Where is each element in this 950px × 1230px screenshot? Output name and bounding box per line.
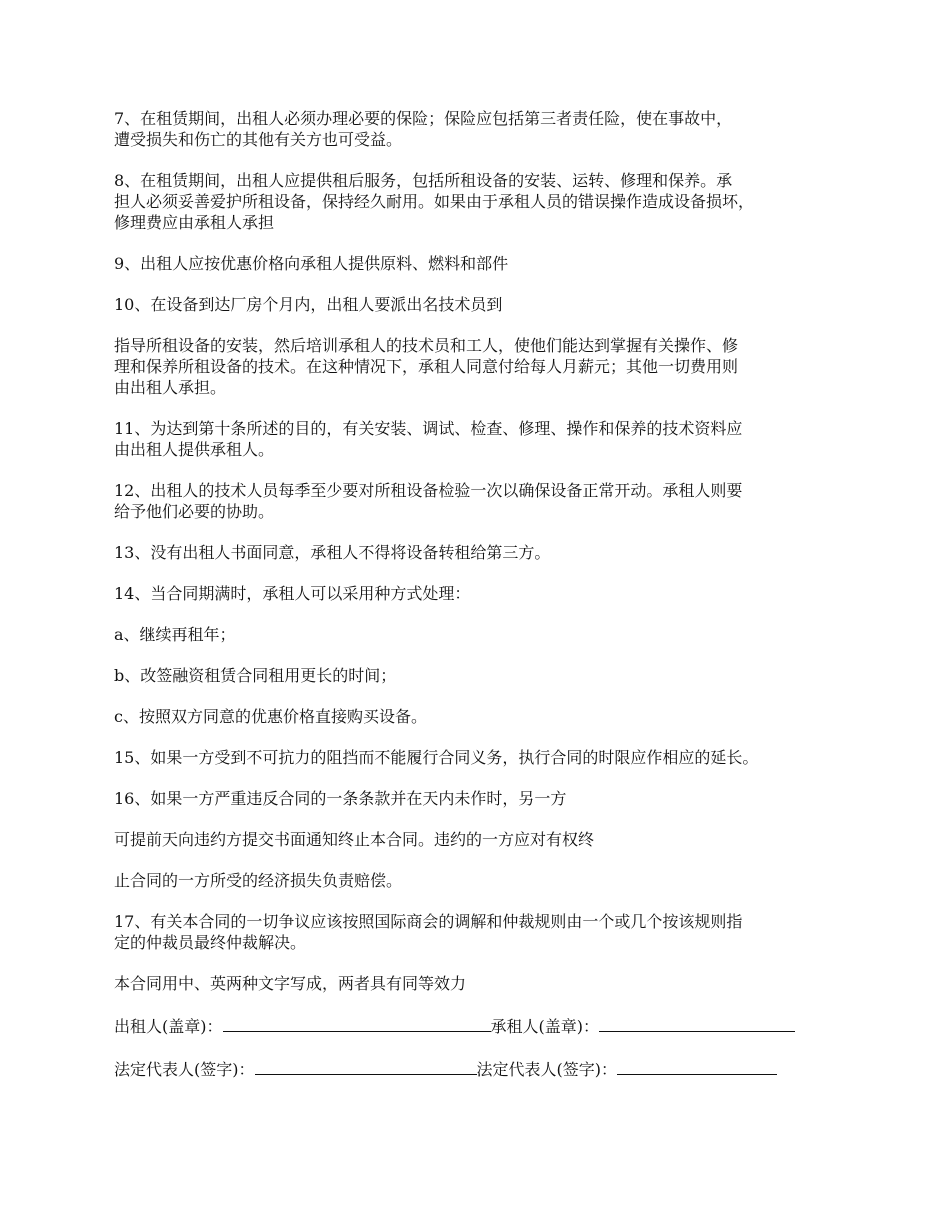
clause-13: 13、没有出租人书面同意，承租人不得将设备转租给第三方。 bbox=[114, 543, 551, 562]
clause-10-continued: 指导所租设备的安装，然后培训承租人的技术员和工人，使他们能达到掌握有关操作、修 理和保养所租设备的技术。在这种情况下，承租人同意付给每人月薪元；其他一切费用则 由出租人承担。 bbox=[114, 336, 739, 397]
lessee-seal-blank[interactable] bbox=[599, 1014, 795, 1032]
clause-17: 17、有关本合同的一切争议应该按照国际商会的调解和仲裁规则由一个或几个按该规则指 定的仲裁员最终仲裁解决。 bbox=[114, 912, 743, 952]
clause-9: 9、出租人应按优惠价格向承租人提供原料、燃料和部件 bbox=[114, 254, 509, 273]
clause-15: 15、如果一方受到不可抗力的阻挡而不能履行合同义务，执行合同的时限应作相应的延长。 bbox=[114, 748, 759, 767]
clause-14-option-b: b、改签融资租赁合同租用更长的时间； bbox=[114, 666, 397, 685]
clause-11: 11、为达到第十条所述的目的，有关安装、调试、检查、修理、操作和保养的技术资料应 由出租人提供承租人。 bbox=[114, 419, 743, 459]
lessee-seal-label: 承租人(盖章)： bbox=[490, 1017, 599, 1036]
lessor-rep-blank[interactable] bbox=[255, 1057, 477, 1075]
lessee-rep-label: 法定代表人(签字)： bbox=[476, 1060, 617, 1079]
clause-16: 16、如果一方严重违反合同的一条条款并在天内未作时，另一方 bbox=[114, 789, 567, 808]
clause-14-option-c: c、按照双方同意的优惠价格直接购买设备。 bbox=[114, 707, 427, 726]
lessor-seal-label: 出租人(盖章)： bbox=[114, 1017, 223, 1036]
lessor-rep-label: 法定代表人(签字)： bbox=[114, 1060, 255, 1079]
contract-page bbox=[114, 108, 844, 1100]
seal-signature-row bbox=[114, 1014, 844, 1037]
lessor-seal-blank[interactable] bbox=[223, 1014, 491, 1032]
clause-10: 10、在设备到达厂房个月内，出租人要派出名技术员到 bbox=[114, 295, 503, 314]
clause-14: 14、当合同期满时，承租人可以采用种方式处理： bbox=[114, 584, 471, 603]
clause-8: 8、在租赁期间，出租人应提供租后服务，包括所租设备的安装、运转、修理和保养。承 担人必须妥善爱护所租设备，保持经久耐用。如果由于承租人员的错误操作造成设备损坏， 修理费应由承租人承担 bbox=[114, 171, 755, 232]
clause-14-option-a: a、继续再租年； bbox=[114, 625, 236, 644]
clause-16-continued-2: 止合同的一方所受的经济损失负责赔偿。 bbox=[114, 871, 403, 890]
clause-16-continued-1: 可提前天向违约方提交书面通知终止本合同。违约的一方应对有权终 bbox=[114, 830, 595, 849]
lessee-rep-blank[interactable] bbox=[617, 1057, 777, 1075]
representative-signature-row bbox=[114, 1057, 844, 1080]
clause-12: 12、出租人的技术人员每季至少要对所租设备检验一次以确保设备正常开动。承租人则要 给予他们必要的协助。 bbox=[114, 481, 743, 521]
language-clause: 本合同用中、英两种文字写成，两者具有同等效力 bbox=[114, 974, 467, 993]
clause-7: 7、在租赁期间，出租人必须办理必要的保险；保险应包括第三者责任险，使在事故中， 遭受损失和伤亡的其他有关方也可受益。 bbox=[114, 109, 733, 149]
